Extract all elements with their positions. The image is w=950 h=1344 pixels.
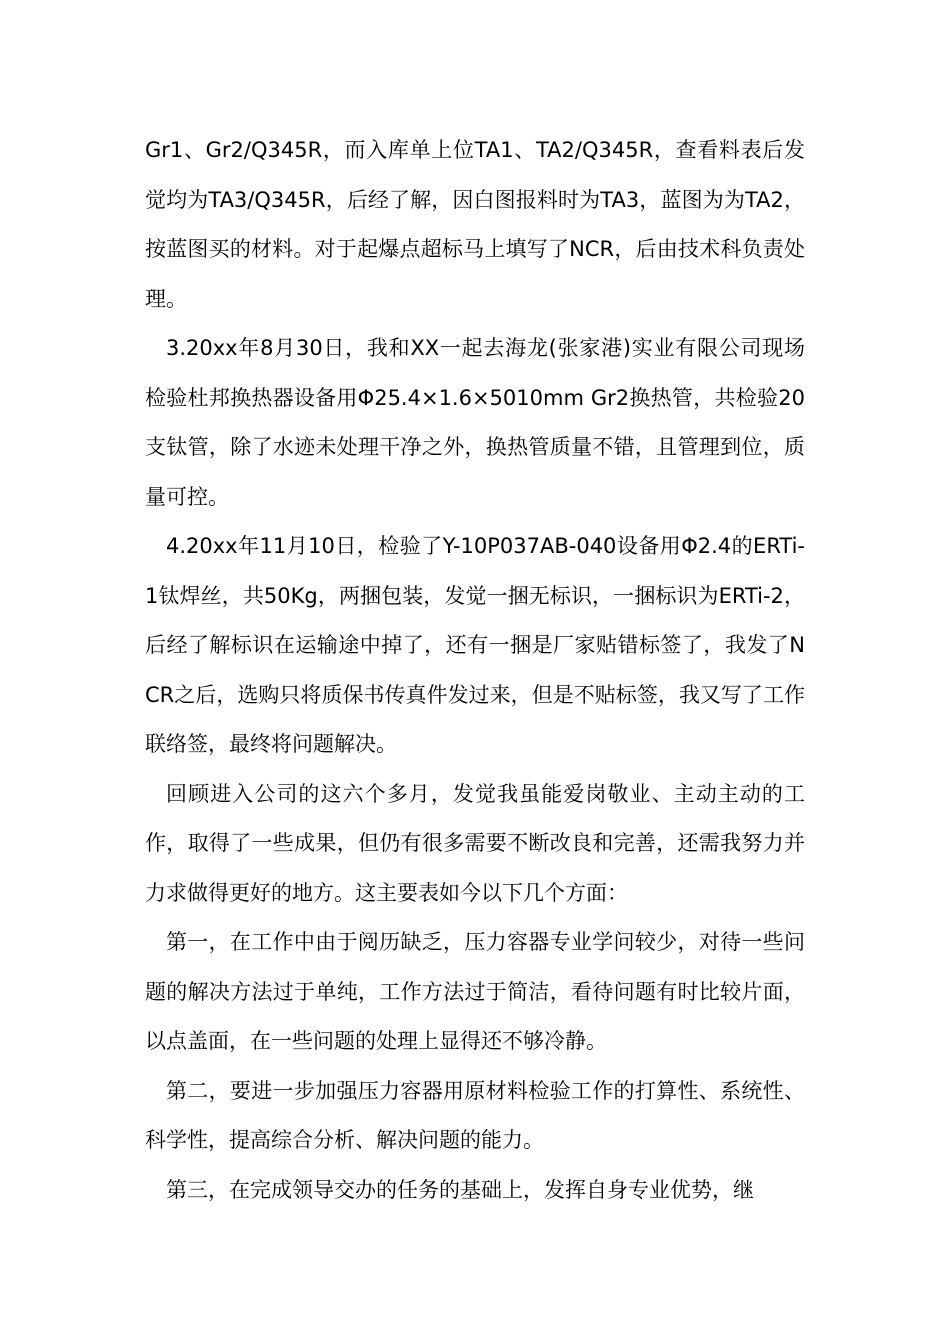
paragraph-item-3-tube-inspection: 3.20xx年8月30日，我和XX一起去海龙(张家港)实业有限公司现场检验杜邦换热器设备用Φ25.4×1.6×5010mm Gr2换热管，共检验20支钛管，除了水迹未处理干净之外，换热管质量不错，且管理到位，质量可控。: [145, 336, 805, 509]
paragraph-point-third: 第三，在完成领导交办的任务的基础上，发挥自身专业优势，继: [166, 1177, 754, 1202]
paragraph-review: 回顾进入公司的这六个多月，发觉我虽能爱岗敬业、主动主动的工作，取得了一些成果，但仍有很多需要不断改良和完善，还需我努力并力求做得更好的地方。这主要表如今以下几个方面：: [145, 781, 805, 905]
paragraph-materials-mismatch: Gr1、Gr2/Q345R，而入库单上位TA1、TA2/Q345R，查看料表后发觉均为TA3/Q345R，后经了解，因白图报料时为TA3，蓝图为为TA2，按蓝图买的材料。对于起爆点超标马上填写了NCR，后由技术科负责处理。: [145, 138, 805, 311]
paragraph-point-first: 第一，在工作中由于阅历缺乏，压力容器专业学问较少，对待一些问题的解决方法过于单纯，工作方法过于简洁，看待问题有时比较片面，以点盖面，在一些问题的处理上显得还不够冷静。: [145, 930, 805, 1053]
paragraph-item-4-welding-wire: 4.20xx年11月10日，检验了Y-10P037AB-040设备用Φ2.4的ERTi-1钛焊丝，共50Kg，两捆包装，发觉一捆无标识，一捆标识为ERTi-2，后经了解标识在运输途中掉了，还有一捆是厂家贴错标签了，我发了NCR之后，选购只将质保书传真件发过来，但是不贴标签，我又写了工作联络签，最终将问题解决。: [145, 534, 805, 756]
document-body: [145, 126, 805, 1215]
paragraph-point-second: 第二，要进一步加强压力容器用原材料检验工作的打算性、系统性、科学性，提高综合分析、解决问题的能力。: [145, 1078, 805, 1152]
